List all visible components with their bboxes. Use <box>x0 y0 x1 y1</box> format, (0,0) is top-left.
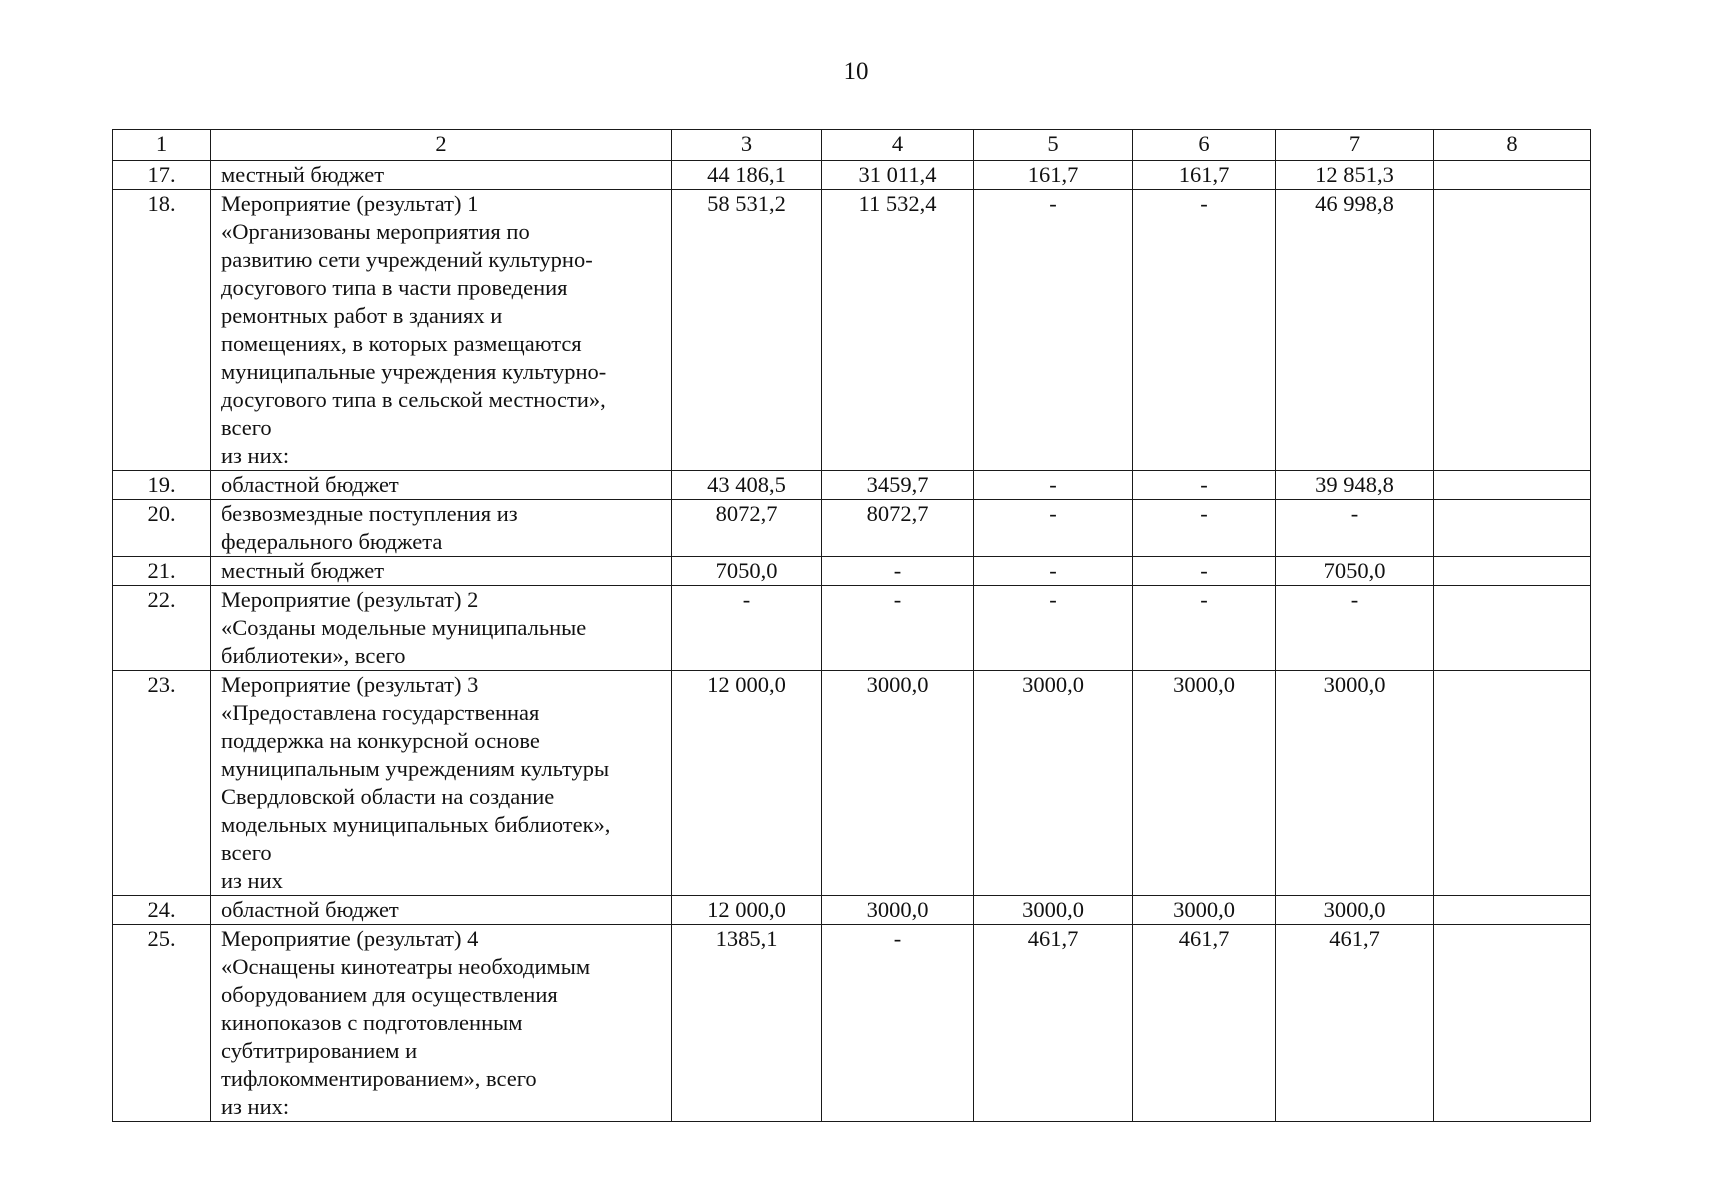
value-cell-col-4: 3000,0 <box>822 671 974 896</box>
row-number: 23. <box>113 671 211 896</box>
value-cell-col-4: 3000,0 <box>822 896 974 925</box>
description-line: областной бюджет <box>221 472 399 497</box>
value-cell-col-7: 461,7 <box>1276 925 1434 1122</box>
table-row <box>113 896 1591 925</box>
value-cell-col-6: - <box>1133 500 1276 557</box>
description-line: модельных муниципальных библиотек», <box>221 812 611 837</box>
value-cell-col-8 <box>1434 925 1591 1122</box>
description-line: Мероприятие (результат) 2 <box>221 587 479 612</box>
value-cell-col-6: 161,7 <box>1133 161 1276 190</box>
value-cell-col-4: 3459,7 <box>822 471 974 500</box>
description-line: ремонтных работ в зданиях и <box>221 303 503 328</box>
description-line: федерального бюджета <box>221 529 443 554</box>
row-number: 24. <box>113 896 211 925</box>
value-cell-col-7: 3000,0 <box>1276 896 1434 925</box>
value-cell-col-3: 8072,7 <box>672 500 822 557</box>
description-line: библиотеки», всего <box>221 643 406 668</box>
value-cell-col-5: - <box>974 557 1133 586</box>
row-number: 20. <box>113 500 211 557</box>
description-line: Мероприятие (результат) 4 <box>221 926 479 951</box>
value-cell-col-8 <box>1434 500 1591 557</box>
value-cell-col-3: 12 000,0 <box>672 896 822 925</box>
value-cell-col-8 <box>1434 557 1591 586</box>
description-line: Мероприятие (результат) 1 <box>221 191 479 216</box>
column-header-5: 5 <box>974 130 1133 161</box>
value-cell-col-6: 3000,0 <box>1133 671 1276 896</box>
description-line: Мероприятие (результат) 3 <box>221 672 479 697</box>
description-line: всего <box>221 840 272 865</box>
column-header-2: 2 <box>211 130 672 161</box>
row-description <box>211 161 672 190</box>
value-cell-col-8 <box>1434 190 1591 471</box>
description-line: поддержка на конкурсной основе <box>221 728 540 753</box>
value-cell-col-5: - <box>974 471 1133 500</box>
value-cell-col-6: - <box>1133 471 1276 500</box>
row-description <box>211 190 672 471</box>
value-cell-col-6: - <box>1133 190 1276 471</box>
description-line: субтитрированием и <box>221 1038 418 1063</box>
value-cell-col-8 <box>1434 586 1591 671</box>
row-description <box>211 471 672 500</box>
value-cell-col-8 <box>1434 161 1591 190</box>
value-cell-col-6: - <box>1133 557 1276 586</box>
value-cell-col-5: - <box>974 190 1133 471</box>
value-cell-col-7: 12 851,3 <box>1276 161 1434 190</box>
description-line: оборудованием для осуществления <box>221 982 558 1007</box>
description-line: досугового типа в сельской местности», <box>221 387 606 412</box>
table-body <box>113 161 1591 1122</box>
value-cell-col-7: 39 948,8 <box>1276 471 1434 500</box>
description-line: «Организованы мероприятия по <box>221 219 530 244</box>
row-description <box>211 586 672 671</box>
value-cell-col-5: 3000,0 <box>974 671 1133 896</box>
column-header-6: 6 <box>1133 130 1276 161</box>
value-cell-col-5: 461,7 <box>974 925 1133 1122</box>
description-line: тифлокомментированием», всего <box>221 1066 537 1091</box>
value-cell-col-4: 11 532,4 <box>822 190 974 471</box>
value-cell-col-7: 46 998,8 <box>1276 190 1434 471</box>
description-line: из них: <box>221 443 290 468</box>
description-line: из них <box>221 868 283 893</box>
value-cell-col-7: - <box>1276 500 1434 557</box>
row-number: 18. <box>113 190 211 471</box>
table-row <box>113 671 1591 896</box>
table-row <box>113 161 1591 190</box>
description-line: помещениях, в которых размещаются <box>221 331 582 356</box>
row-description <box>211 500 672 557</box>
value-cell-col-8 <box>1434 471 1591 500</box>
header-row <box>113 130 1591 161</box>
column-header-1: 1 <box>113 130 211 161</box>
description-line: местный бюджет <box>221 162 385 187</box>
row-number: 19. <box>113 471 211 500</box>
value-cell-col-3: 43 408,5 <box>672 471 822 500</box>
value-cell-col-3: 58 531,2 <box>672 190 822 471</box>
description-line: Свердловской области на создание <box>221 784 555 809</box>
value-cell-col-7: - <box>1276 586 1434 671</box>
row-number: 22. <box>113 586 211 671</box>
value-cell-col-4: 8072,7 <box>822 500 974 557</box>
column-header-4: 4 <box>822 130 974 161</box>
value-cell-col-3: 12 000,0 <box>672 671 822 896</box>
column-header-3: 3 <box>672 130 822 161</box>
value-cell-col-4: - <box>822 557 974 586</box>
value-cell-col-8 <box>1434 671 1591 896</box>
table-row <box>113 925 1591 1122</box>
value-cell-col-8 <box>1434 896 1591 925</box>
value-cell-col-6: 3000,0 <box>1133 896 1276 925</box>
row-description <box>211 896 672 925</box>
column-header-8: 8 <box>1434 130 1591 161</box>
row-number: 21. <box>113 557 211 586</box>
description-line: местный бюджет <box>221 558 385 583</box>
value-cell-col-7: 3000,0 <box>1276 671 1434 896</box>
value-cell-col-6: - <box>1133 586 1276 671</box>
description-line: из них: <box>221 1094 290 1119</box>
row-description <box>211 671 672 896</box>
value-cell-col-3: 1385,1 <box>672 925 822 1122</box>
description-line: всего <box>221 415 272 440</box>
value-cell-col-4: - <box>822 586 974 671</box>
value-cell-col-3: 7050,0 <box>672 557 822 586</box>
table-row <box>113 586 1591 671</box>
row-description <box>211 557 672 586</box>
description-line: безвозмездные поступления из <box>221 501 518 526</box>
value-cell-col-6: 461,7 <box>1133 925 1276 1122</box>
column-header-7: 7 <box>1276 130 1434 161</box>
description-line: «Оснащены кинотеатры необходимым <box>221 954 591 979</box>
description-line: развитию сети учреждений культурно- <box>221 247 593 272</box>
value-cell-col-5: - <box>974 500 1133 557</box>
description-line: «Предоставлена государственная <box>221 700 540 725</box>
description-line: досугового типа в части проведения <box>221 275 568 300</box>
value-cell-col-7: 7050,0 <box>1276 557 1434 586</box>
description-line: муниципальные учреждения культурно- <box>221 359 607 384</box>
value-cell-col-4: - <box>822 925 974 1122</box>
table-row <box>113 500 1591 557</box>
table-row <box>113 557 1591 586</box>
table-row <box>113 471 1591 500</box>
value-cell-col-5: - <box>974 586 1133 671</box>
table-row <box>113 190 1591 471</box>
description-line: «Созданы модельные муниципальные <box>221 615 587 640</box>
value-cell-col-5: 161,7 <box>974 161 1133 190</box>
value-cell-col-5: 3000,0 <box>974 896 1133 925</box>
description-line: кинопоказов с подготовленным <box>221 1010 523 1035</box>
row-number: 25. <box>113 925 211 1122</box>
row-description <box>211 925 672 1122</box>
description-line: областной бюджет <box>221 897 399 922</box>
page-number: 10 <box>843 58 869 85</box>
row-number: 17. <box>113 161 211 190</box>
value-cell-col-4: 31 011,4 <box>822 161 974 190</box>
description-line: муниципальным учреждениям культуры <box>221 756 610 781</box>
value-cell-col-3: 44 186,1 <box>672 161 822 190</box>
value-cell-col-3: - <box>672 586 822 671</box>
budget-table <box>112 129 1591 1122</box>
